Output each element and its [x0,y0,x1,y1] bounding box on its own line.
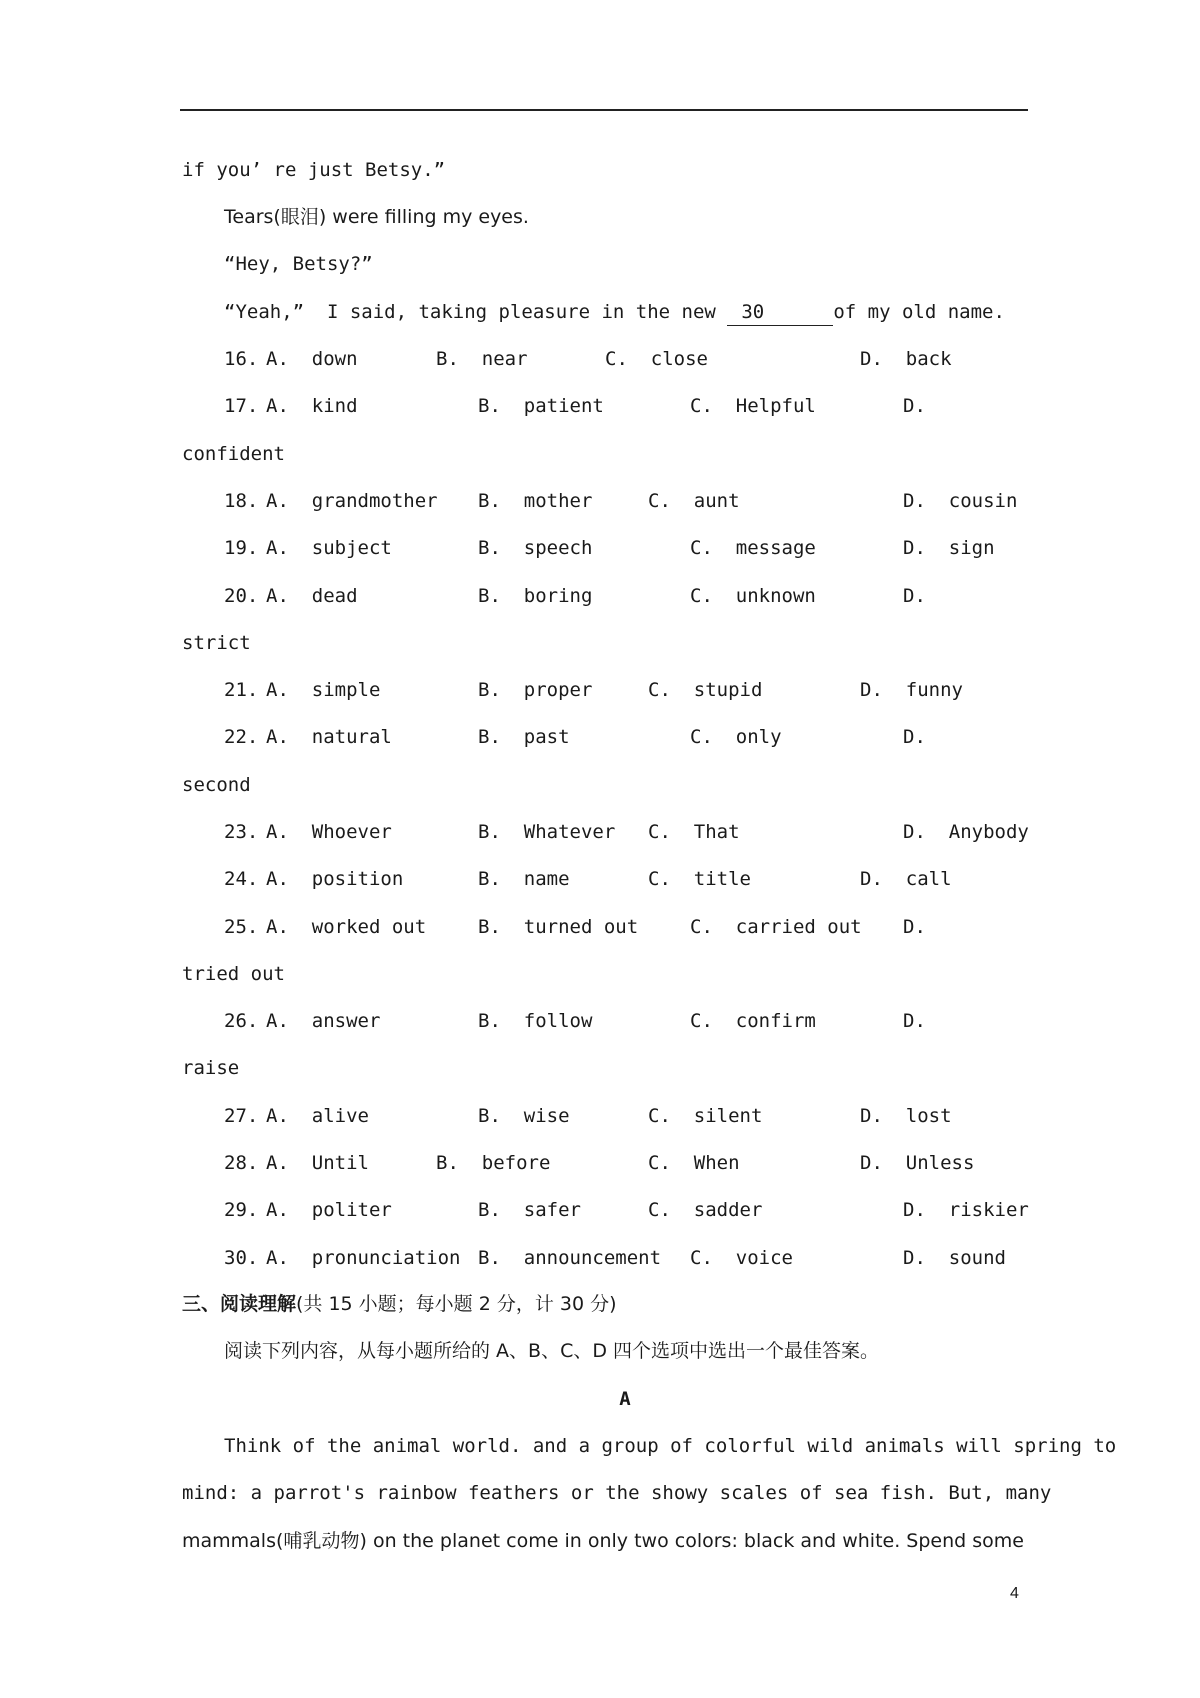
passage-line-1: Think of the animal world. and a group of colorful wild animals will spring to [224,1435,1117,1457]
option-d: D. riskier [903,1199,1029,1221]
question-number: 18. [224,490,259,512]
option-c: C. aunt [648,490,740,512]
option-d: D. sound [903,1247,1006,1269]
option-d: D. Anybody [903,821,1029,843]
question-number: 24. [224,868,259,890]
option-b: B. patient [478,395,604,417]
option-d-wrap: confident [182,443,285,465]
section-detail: (共 15 小题；每小题 2 分，计 30 分) [296,1293,617,1315]
option-c: C. When [648,1152,740,1174]
option-c: C. only [690,726,782,748]
option-b: B. wise [478,1105,570,1127]
option-b: B. follow [478,1010,593,1032]
story-line-4-after: of my old name. [833,301,1005,323]
option-d: D. [903,916,926,938]
section-instruction: 阅读下列内容，从每小题所给的 A、B、C、D 四个选项中选出一个最佳答案。 [224,1340,880,1362]
option-c: C. title [648,868,751,890]
option-a: A. simple [266,679,381,701]
question-number: 22. [224,726,259,748]
section-title: 三、阅读理解 [182,1293,297,1315]
option-a: A. answer [266,1010,381,1032]
option-d: D. [903,395,926,417]
option-b: B. boring [478,585,593,607]
option-b: B. name [478,868,570,890]
passage-line-2: mind: a parrot's rainbow feathers or the showy scales of sea fish. But, many [182,1482,1052,1504]
option-c: C. confirm [690,1010,816,1032]
option-d: D. [903,726,926,748]
option-a: A. Until [266,1152,369,1174]
option-a: A. dead [266,585,358,607]
question-number: 23. [224,821,259,843]
story-line-4-before: “Yeah,” I said, taking pleasure in the new [224,301,728,323]
option-c: C. carried out [690,916,862,938]
option-d-wrap: raise [182,1057,240,1079]
option-b: B. before [436,1152,551,1174]
option-b: B. Whatever [478,821,616,843]
option-a: A. position [266,868,404,890]
page-number: 4 [1010,1585,1019,1602]
option-d: D. cousin [903,490,1018,512]
option-c: C. Helpful [690,395,816,417]
option-d: D. back [860,348,952,370]
option-c: C. That [648,821,740,843]
section-heading [182,1291,617,1317]
option-a: A. kind [266,395,358,417]
question-number: 27. [224,1105,259,1127]
option-d-wrap: second [182,774,251,796]
question-number: 26. [224,1010,259,1032]
option-b: B. mother [478,490,593,512]
option-b: B. past [478,726,570,748]
question-number: 30. [224,1247,259,1269]
option-c: C. unknown [690,585,816,607]
option-d: D. [903,1010,926,1032]
option-c: C. voice [690,1247,793,1269]
option-d: D. call [860,868,952,890]
option-c: C. silent [648,1105,763,1127]
option-b: B. near [436,348,528,370]
passage-line-3: mammals(哺乳动物) on the planet come in only two colors: black and white. Spend some [182,1530,1024,1552]
option-b: B. announcement [478,1247,662,1269]
option-b: B. proper [478,679,593,701]
header-rule [180,109,1028,111]
question-number: 16. [224,348,259,370]
option-b: B. speech [478,537,593,559]
question-number: 29. [224,1199,259,1221]
option-a: A. alive [266,1105,369,1127]
option-c: C. message [690,537,816,559]
option-d-wrap: tried out [182,963,285,985]
question-number: 20. [224,585,259,607]
option-d: D. [903,585,926,607]
question-number: 25. [224,916,259,938]
story-line-4 [224,299,1005,326]
option-b: B. turned out [478,916,639,938]
question-number: 21. [224,679,259,701]
story-line-3: “Hey, Betsy?” [224,253,373,275]
question-number: 19. [224,537,259,559]
story-line-2: Tears(眼泪) were filling my eyes. [224,206,529,228]
option-d: D. sign [903,537,995,559]
option-c: C. close [605,348,708,370]
option-b: B. safer [478,1199,581,1221]
question-number: 28. [224,1152,259,1174]
option-d: D. funny [860,679,963,701]
option-a: A. Whoever [266,821,392,843]
option-d: D. Unless [860,1152,975,1174]
question-number: 17. [224,395,259,417]
option-a: A. worked out [266,916,427,938]
option-a: A. natural [266,726,392,748]
option-a: A. politer [266,1199,392,1221]
option-d-wrap: strict [182,632,251,654]
passage-label: A [619,1388,631,1410]
option-c: C. stupid [648,679,763,701]
option-d: D. lost [860,1105,952,1127]
option-a: A. down [266,348,358,370]
option-a: A. pronunciation [266,1247,461,1269]
blank-30: 30 [727,299,833,326]
option-a: A. grandmother [266,490,438,512]
option-c: C. sadder [648,1199,763,1221]
option-a: A. subject [266,537,392,559]
story-line-1: if you’ re just Betsy.” [182,159,446,181]
